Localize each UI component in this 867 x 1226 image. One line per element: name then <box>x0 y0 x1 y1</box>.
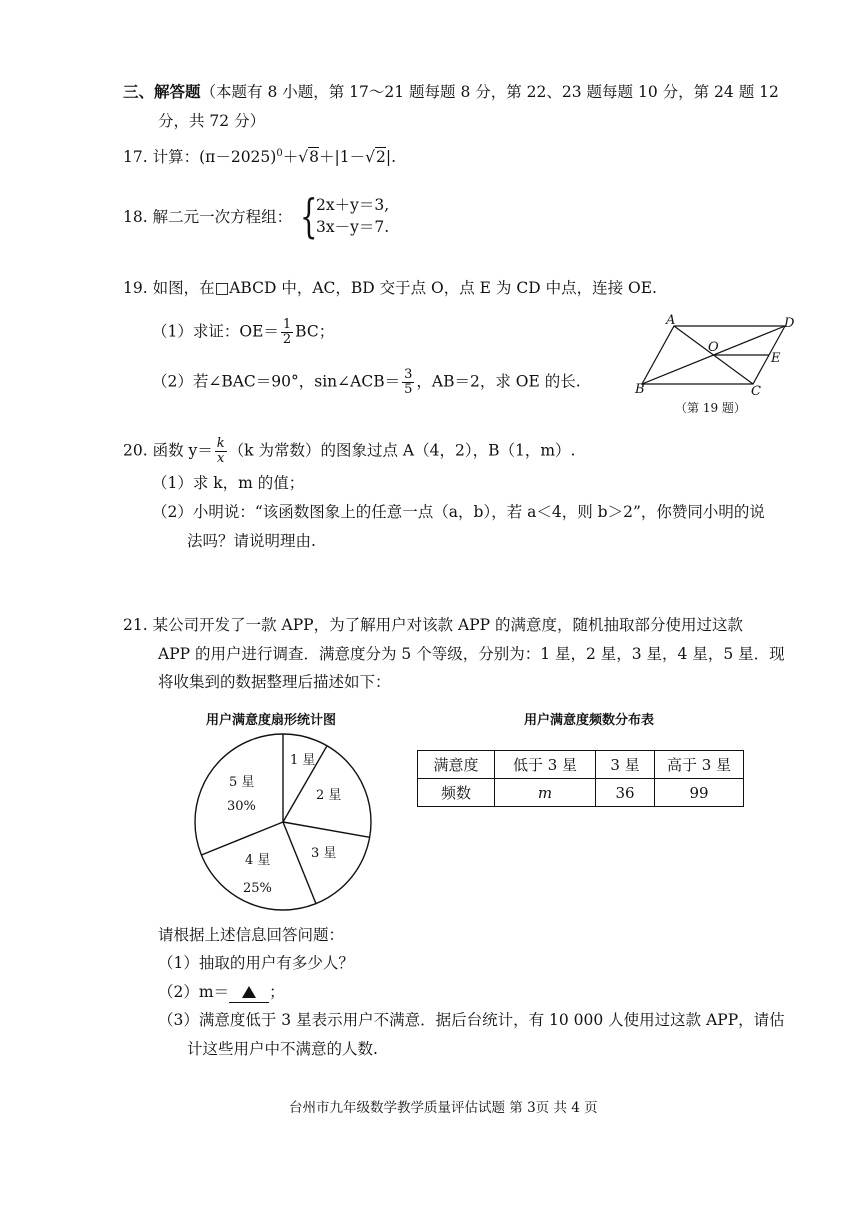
point-label-b: B <box>635 382 645 397</box>
answer-blank <box>229 982 269 1003</box>
q21-part1: （1）抽取的用户有多少人？ <box>158 954 354 972</box>
pie-slice-label-2: 2 星 <box>316 788 342 803</box>
fraction-numerator: 3 <box>404 367 413 382</box>
table-header-cell: 低于 3 星 <box>495 751 596 779</box>
table-row <box>418 751 744 779</box>
q19-p1-text: （1）求证：OE＝ <box>152 322 279 341</box>
pie-slice-percent-5: 30% <box>227 799 256 814</box>
section-note: （本题有 8 小题，第 17～21 题每题 8 分，第 22、23 题每题 10 分，第 24 题 12 <box>200 83 779 101</box>
q19-p2-text: （2）若∠BAC＝90°，sin∠ACB＝ <box>152 372 401 391</box>
pie-slice-label-3: 3 星 <box>311 846 337 861</box>
question-21 <box>123 615 743 635</box>
q21-line3: 将收集到的数据整理后描述如下： <box>158 673 391 691</box>
q19-part2 <box>152 368 581 397</box>
q21-p2-text-b: ； <box>269 983 285 1001</box>
table-header-cell: 3 星 <box>596 751 655 779</box>
q18-text: 解二元一次方程组： <box>152 208 293 226</box>
q21-part3-line2: 计这些用户中不满意的人数. <box>187 1040 378 1058</box>
table-header-cell: 高于 3 星 <box>655 751 744 779</box>
point-label-o: O <box>708 340 719 355</box>
fraction-numerator: k <box>216 436 225 451</box>
q19-p2-text-b: ，AB＝2，求 OE 的长. <box>416 372 581 391</box>
question-number: 21. <box>123 616 148 634</box>
section-heading: 三、解答题 <box>123 82 201 101</box>
q21-ask: 请根据上述信息回答问题： <box>158 926 345 944</box>
table-title: 用户满意度频数分布表 <box>524 713 655 728</box>
q20-text-a: 函数 y＝ <box>152 441 213 460</box>
q17-sqrt1: 8 <box>309 148 319 167</box>
question-number: 18. <box>123 208 148 226</box>
parallelogram-figure <box>630 312 810 417</box>
q19-p1-fraction <box>281 318 293 347</box>
q21-line1: 某公司开发了一款 APP，为了解用户对该款 APP 的满意度，随机抽取部分使用过这款 <box>152 616 743 634</box>
fraction-numerator: 1 <box>282 317 292 332</box>
question-19 <box>123 278 657 298</box>
q21-line2: APP 的用户进行调查．满意度分为 5 个等级，分别为：1 星，2 星，3 星，4 星，5 星．现 <box>158 645 785 663</box>
q17-exponent: 0 <box>276 148 283 159</box>
q20-part2-line1: （2）小明说：“该函数图象上的任意一点（a，b），若 a＜4，则 b＞2”，你赞同小明的说 <box>152 503 765 521</box>
satisfaction-pie-chart <box>193 732 373 912</box>
point-label-c: C <box>751 384 761 399</box>
q19-p1-text-b: BC； <box>295 322 335 341</box>
table-cell: m <box>495 779 596 807</box>
q18-eq1: 2x＋y＝3, <box>316 196 390 214</box>
question-17: 17. 计算：$(\pi-2025)^0+√8+|1-√2|$. <box>123 148 396 167</box>
pie-slice-percent-4: 25% <box>243 881 272 896</box>
q21-part2 <box>158 982 285 1003</box>
question-18 <box>123 207 292 227</box>
system-brace: { <box>300 189 318 243</box>
table-header-cell: 满意度 <box>418 751 495 779</box>
question-number: 17. <box>123 148 148 167</box>
section-note-line2: 分，共 72 分） <box>158 112 266 130</box>
figure-caption: （第 19 题） <box>675 401 746 415</box>
table-row <box>418 779 744 807</box>
table-cell: 99 <box>655 779 744 807</box>
point-label-e: E <box>771 351 781 366</box>
q18-eq2: 3x－y＝7. <box>316 218 390 236</box>
point-label-a: A <box>666 313 676 328</box>
q19-p2-fraction <box>402 368 414 397</box>
fraction-denominator: x <box>217 451 225 466</box>
q17-text-b: ＋ <box>282 148 299 167</box>
q18-equations <box>316 194 389 238</box>
q21-part3-line1: （3）满意度低于 3 星表示用户不满意．据后台统计，有 10 000 人使用过这款 APP，请估 <box>158 1011 785 1029</box>
page-footer: 台州市九年级数学教学质量评估试题 第 3页 共 4 页 <box>289 1100 598 1116</box>
table-cell: 频数 <box>418 779 495 807</box>
q17-text-a: 计算：(π－2025) <box>152 148 277 167</box>
question-number: 19. <box>123 279 148 297</box>
q17-text-c: ＋|1－ <box>318 148 366 167</box>
table-cell: 36 <box>596 779 655 807</box>
section-heading-line1 <box>123 82 779 102</box>
point-label-d: D <box>784 316 795 331</box>
q17-text-d: |. <box>385 148 396 167</box>
q19-part1 <box>152 318 334 347</box>
question-20 <box>123 437 575 466</box>
frequency-table <box>417 750 744 807</box>
pie-chart-title: 用户满意度扇形统计图 <box>206 713 337 728</box>
q20-part2-line2: 法吗？请说明理由. <box>187 532 316 550</box>
q20-fraction <box>215 437 227 466</box>
pie-slice-label-4: 4 星 <box>245 853 271 868</box>
q21-p2-text: （2）m＝ <box>158 983 230 1001</box>
question-number: 20. <box>123 441 148 460</box>
triangle-icon <box>242 986 256 998</box>
fraction-denominator: 5 <box>404 382 413 397</box>
pie-slice-label-1: 1 星 <box>290 753 316 768</box>
q19-text: 如图，在□ABCD 中，AC，BD 交于点 O，点 E 为 CD 中点，连接 OE. <box>152 279 657 297</box>
q20-text-b: （k 为常数）的图象过点 A（4，2），B（1，m）. <box>228 441 576 460</box>
fraction-denominator: 2 <box>282 332 292 347</box>
pie-slice-label-5: 5 星 <box>229 775 255 790</box>
q20-part1: （1）求 k，m 的值； <box>152 474 305 492</box>
q17-sqrt2: 2 <box>375 148 386 167</box>
